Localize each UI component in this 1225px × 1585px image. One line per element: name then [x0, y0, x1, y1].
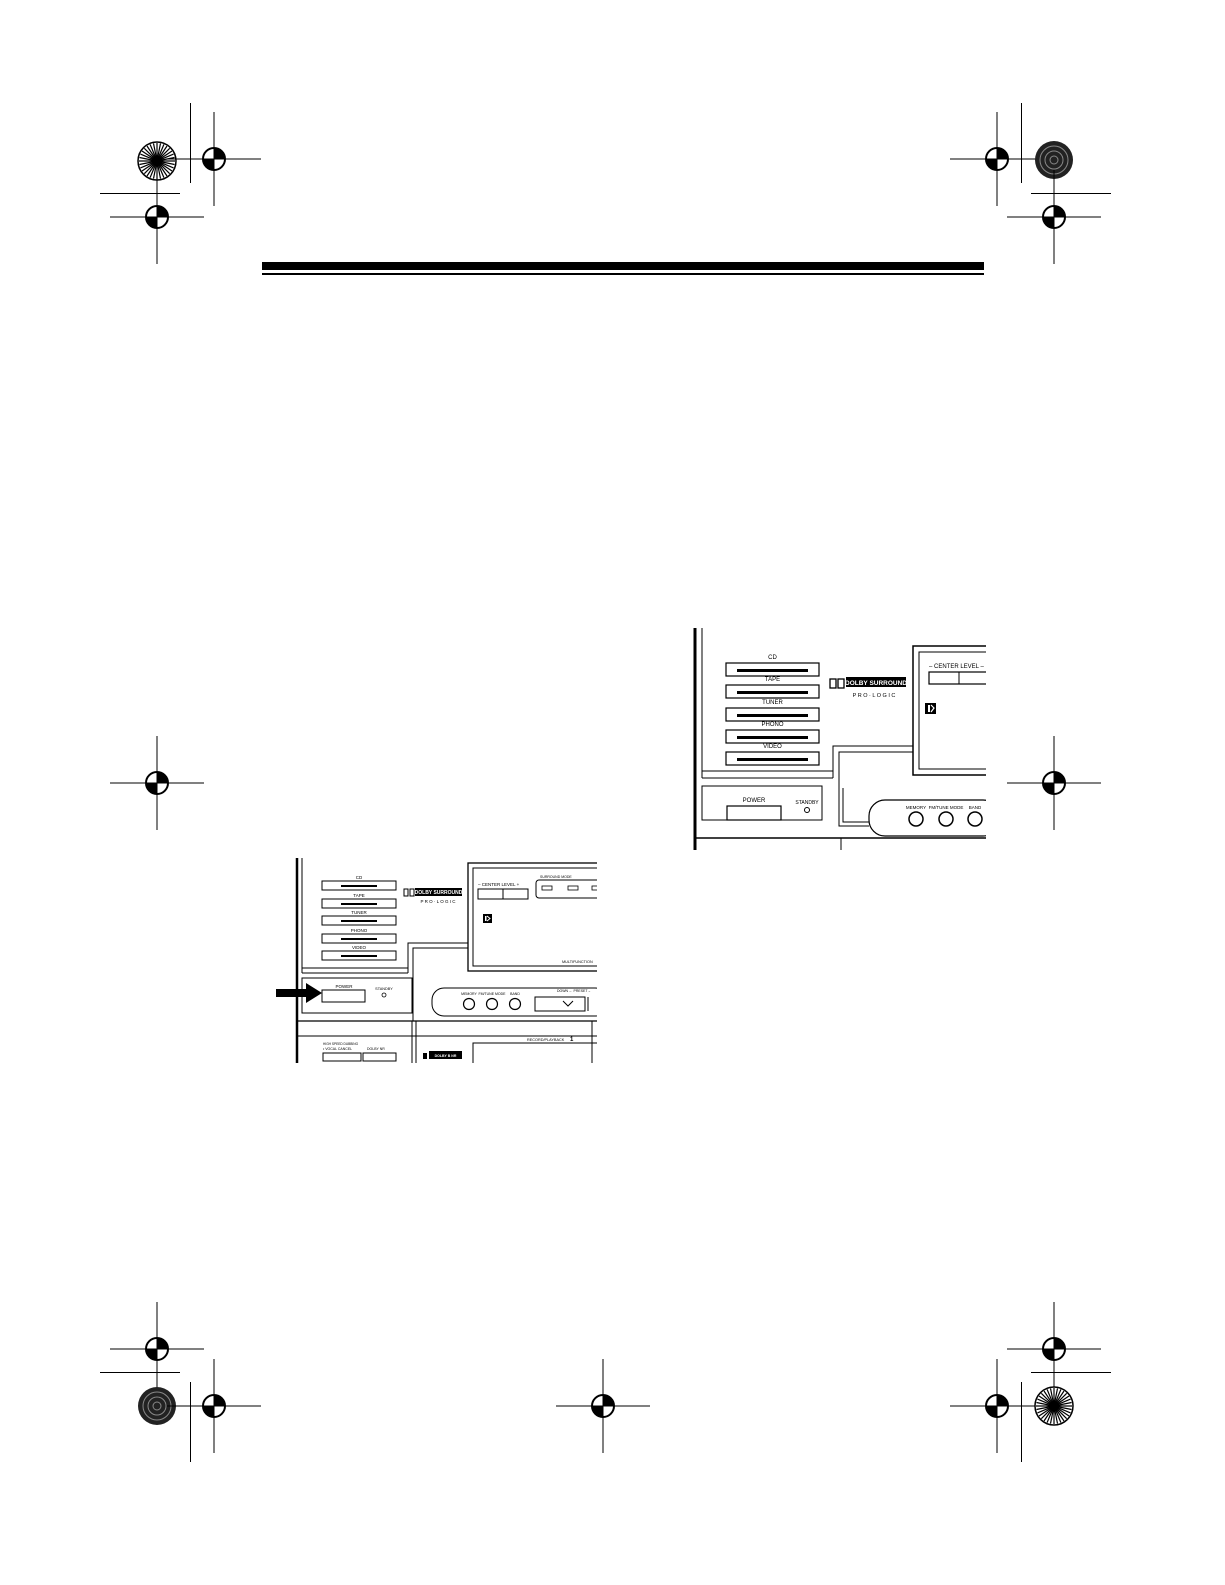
svg-text:MEMORY: MEMORY [461, 992, 477, 996]
source-label-tape: TAPE [764, 677, 781, 683]
svg-text:P R O · L O G I C: P R O · L O G I C [420, 899, 456, 904]
svg-text:BAND: BAND [510, 992, 520, 996]
power-button [322, 990, 365, 1002]
svg-text:DOLBY SURROUND: DOLBY SURROUND [414, 890, 463, 896]
svg-text:FM/TUNE MODE: FM/TUNE MODE [928, 805, 964, 810]
svg-text:DOLBY B NR: DOLBY B NR [434, 1054, 457, 1058]
svg-text:P R O · L O G I C: P R O · L O G I C [852, 693, 896, 699]
svg-text:STANDBY: STANDBY [375, 987, 393, 991]
svg-text:MEMORY: MEMORY [905, 805, 927, 810]
svg-text:FM/TUNE MODE: FM/TUNE MODE [478, 992, 506, 996]
svg-text:PHONO: PHONO [350, 928, 368, 933]
source-label-phono: PHONO [761, 722, 784, 728]
memory-button [909, 812, 923, 826]
svg-text:DOLBY SURROUND: DOLBY SURROUND [845, 680, 907, 687]
fm-tune-mode-button [939, 812, 953, 826]
power-label: POWER [742, 798, 766, 804]
svg-text:SURROUND MODE: SURROUND MODE [540, 875, 572, 879]
source-label-cd: CD [768, 655, 777, 661]
ir-sensor-icon [483, 914, 492, 923]
svg-text:TUNER: TUNER [351, 910, 367, 915]
svg-text:DOLBY NR: DOLBY NR [367, 1047, 385, 1051]
svg-text:BAND: BAND [968, 805, 982, 810]
svg-text:HIGH SPEED DUBBING: HIGH SPEED DUBBING [323, 1042, 359, 1046]
front-panel-illustration-large [693, 628, 986, 850]
svg-text:CD: CD [355, 875, 363, 880]
svg-text:TAPE: TAPE [353, 893, 365, 898]
svg-text:POWER: POWER [335, 984, 353, 989]
svg-text:RECORD/PLAYBACK: RECORD/PLAYBACK [527, 1038, 565, 1042]
svg-text:DOWN ← PRESET→: DOWN ← PRESET→ [557, 989, 592, 993]
svg-text:– CENTER LEVEL +: – CENTER LEVEL + [478, 882, 520, 887]
svg-text:MULTIFUNCTION: MULTIFUNCTION [562, 960, 593, 964]
svg-text:• VOCAL CANCEL: • VOCAL CANCEL [323, 1047, 353, 1051]
standby-label: STANDBY [795, 800, 819, 806]
svg-text:1: 1 [570, 1037, 574, 1043]
source-label-video: VIDEO [763, 744, 782, 750]
front-panel-illustration-small [272, 858, 597, 1063]
ir-sensor-icon [925, 703, 936, 714]
center-level-label: – CENTER LEVEL – [929, 664, 984, 670]
svg-text:VIDEO: VIDEO [351, 945, 367, 950]
power-button [727, 806, 781, 820]
band-button [968, 812, 982, 826]
source-label-tuner: TUNER [762, 700, 783, 706]
